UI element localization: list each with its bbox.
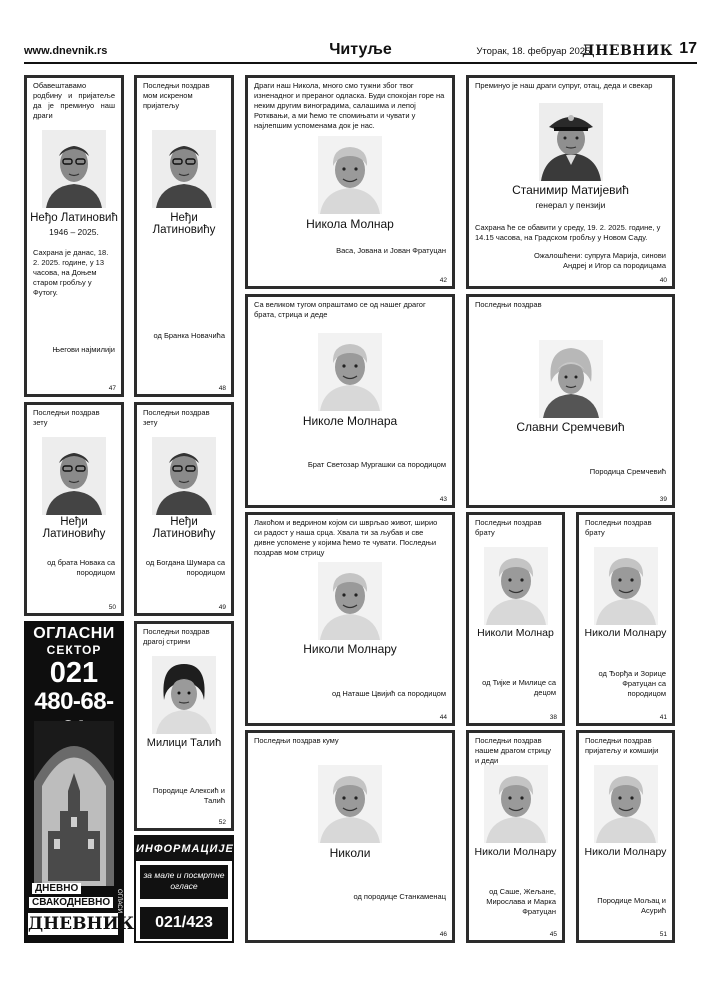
- obituary-notice: [134, 75, 234, 397]
- notice-signature: Његови најмилији: [52, 345, 115, 354]
- info-text: за мале и посмртне огласе: [140, 865, 228, 899]
- ad-line: СВАКОДНЕВНО: [29, 897, 113, 908]
- obituary-notice: [466, 730, 565, 943]
- funeral-info: Сахрана ће се обавити у среду, 19. 2. 2025. године, у 14.15 часова, на Градском гробљу у Новом Саду.: [475, 223, 661, 242]
- notice-intro: Последњи поздрав: [475, 300, 542, 309]
- notice-intro: Са великом тугом опраштамо се од нашег драгог брата, стрица и деде: [254, 300, 426, 319]
- notice-intro: Последњи поздрав мом искреном пријатељу: [143, 81, 210, 110]
- obituary-notice: [245, 512, 455, 726]
- notice-intro: Драги наш Никола, много смо тужни због твог изненадног и прераног одласка. Буди спокојан горе на неким другим виноградима, салашима и лепој Ротквањи, а ми ћемо те спомињати и чувати у најлепшим успоменама док је нас.: [254, 81, 445, 130]
- portrait-photo: [152, 656, 216, 734]
- notice-intro: Последњи поздрав куму: [254, 736, 339, 745]
- deceased-name: Николи Молнар: [477, 627, 554, 639]
- obituary-notice: [576, 512, 675, 726]
- notice-signature: од Наташе Цвијић са породицом: [331, 689, 446, 698]
- notice-intro: Последњи поздрав зету: [33, 408, 100, 427]
- obituary-notice: [24, 402, 124, 616]
- notice-intro: Лакоћом и ведрином којом си шврљао живот, ширио си радост у наша срца. Хвала ти за љубав и све дивне успомене у којима ћемо те чувати. Последњи поздрав мом стрицу: [254, 518, 438, 557]
- notice-number: 45: [549, 931, 557, 938]
- obituary-notice: [24, 75, 124, 397]
- deceased-name: Николи: [329, 846, 371, 860]
- notice-intro: Последњи поздрав зету: [143, 408, 210, 427]
- issue-date: Уторак, 18. фебруар 2025.: [476, 46, 593, 57]
- ad-sector-banner[interactable]: [24, 621, 135, 943]
- portrait-photo: [152, 130, 216, 208]
- portrait-photo: [318, 562, 382, 640]
- notice-number: 51: [659, 931, 667, 938]
- page-header: [24, 40, 697, 64]
- obituary-notice: [576, 730, 675, 943]
- notice-number: 47: [108, 385, 116, 392]
- info-ad[interactable]: [134, 835, 234, 963]
- notice-signature: од Бранка Новачића: [153, 331, 225, 340]
- notice-signature: Ожалошћени: супруга Марија, синови Андреј и Игор са породицама: [533, 251, 666, 270]
- ad-phone-prefix: 021: [49, 657, 99, 689]
- notice-number: 40: [659, 277, 667, 284]
- notice-intro: Последњи поздрав драгој стрини: [143, 627, 210, 646]
- notice-number: 44: [439, 714, 447, 721]
- deceased-name: Никола Молнар: [306, 217, 394, 231]
- ad-line: ДНЕВНО: [32, 883, 81, 894]
- notice-number: 39: [659, 496, 667, 503]
- portrait-photo: [594, 547, 658, 625]
- notice-number: 41: [659, 714, 667, 721]
- newspaper-logo: ДНЕВНИК: [582, 43, 673, 59]
- notice-intro: Последњи поздрав нашем драгом стрицу и деди: [475, 736, 552, 765]
- ad-line: ОГЛАСНИ: [33, 625, 115, 642]
- notice-signature: од Саше, Жељане, Мирослава и Марка Фратуцан: [486, 887, 556, 916]
- portrait-photo: [318, 333, 382, 411]
- portrait-photo: [318, 765, 382, 843]
- notice-signature: од породице Станкаменац: [353, 892, 446, 901]
- obituary-notice: [245, 730, 455, 943]
- obituary-notice: [134, 621, 234, 831]
- notice-signature: Породица Сремчевић: [589, 467, 666, 476]
- portrait-photo: [539, 340, 603, 418]
- deceased-rank: генерал у пензији: [535, 200, 606, 210]
- notice-number: 50: [108, 604, 116, 611]
- portrait-photo: [42, 130, 106, 208]
- life-years: 1946 – 2025.: [49, 227, 99, 237]
- deceased-name: Неђи Латиновићу: [42, 516, 106, 540]
- notice-number: 49: [218, 604, 226, 611]
- notice-signature: Брат Светозар Мургашки са породицом: [307, 460, 446, 469]
- deceased-name: Николе Молнара: [302, 414, 398, 428]
- ad-logo: ДНЕВНИК: [28, 914, 135, 934]
- deceased-name: Неђо Латиновић: [30, 212, 118, 224]
- deceased-name: Неђи Латиновићу: [152, 212, 216, 236]
- ad-line: ОГЛАСИ: [116, 889, 122, 914]
- notice-intro: Преминуо је наш драги супруг, отац, деда и свекар: [475, 81, 653, 90]
- notice-number: 42: [439, 277, 447, 284]
- portrait-photo: [594, 765, 658, 843]
- site-url[interactable]: www.dnevnik.rs: [24, 45, 108, 57]
- obituary-notice: [245, 294, 455, 508]
- portrait-photo: [539, 103, 603, 181]
- notice-intro: Последњи поздрав пријатељу и комшији: [585, 736, 659, 755]
- notice-signature: од Ђорђа и Зорице Фратуцан са породицом: [598, 669, 666, 698]
- obituary-notice: [466, 294, 675, 508]
- deceased-name: Николи Молнару: [584, 846, 667, 858]
- notice-number: 43: [439, 496, 447, 503]
- notice-intro: Обавештавамо родбину и пријатеље да је преминуо наш драги: [33, 81, 115, 120]
- portrait-photo: [152, 437, 216, 515]
- notice-signature: од Богдана Шумара са породицом: [145, 558, 225, 577]
- deceased-name: Неђи Латиновићу: [152, 516, 216, 540]
- info-title: ИНФОРМАЦИЈЕ: [136, 837, 232, 861]
- deceased-name: Милици Талић: [146, 737, 222, 749]
- portrait-photo: [484, 765, 548, 843]
- portrait-photo: [318, 136, 382, 214]
- deceased-name: Николи Молнару: [303, 642, 397, 656]
- ad-phone-number: 480-68-: [34, 688, 114, 715]
- deceased-name: Николи Молнару: [584, 627, 667, 639]
- notice-number: 48: [218, 385, 226, 392]
- section-title: Читуље: [329, 41, 392, 58]
- portrait-photo: [42, 437, 106, 515]
- obituary-notice: [245, 75, 455, 289]
- notice-signature: Породице Алексић и Талић: [152, 786, 225, 805]
- deceased-name: Славни Сремчевић: [516, 420, 625, 434]
- notice-signature: Породице Мољац и Асурић: [597, 896, 666, 915]
- portrait-photo: [484, 547, 548, 625]
- obituary-notice: [134, 402, 234, 616]
- notice-intro: Последњи поздрав брату: [475, 518, 542, 537]
- notice-number: 38: [549, 714, 557, 721]
- deceased-name: Николи Молнару: [474, 846, 557, 858]
- deceased-name: Станимир Матијевић: [512, 183, 629, 197]
- notice-intro: Последњи поздрав брату: [585, 518, 652, 537]
- notice-signature: од Тијке и Милице са децом: [482, 678, 556, 697]
- notice-signature: од брата Новака са породицом: [47, 558, 115, 577]
- building-arch-illustration: [24, 721, 124, 886]
- obituary-notice: [466, 512, 565, 726]
- notice-number: 52: [218, 819, 226, 826]
- obituary-notice: [466, 75, 675, 289]
- notice-signature: Васа, Јована и Јован Фратуцан: [336, 246, 446, 255]
- page-number: 17: [679, 40, 697, 57]
- info-phone: 021/423 761: [140, 907, 228, 939]
- funeral-info: Сахрана је данас, 18. 2. 2025. године, у 13 часова, на Доњем старом гробљу у Футогу.: [33, 248, 109, 297]
- ad-line: СЕКТОР: [46, 643, 102, 657]
- notice-number: 46: [439, 931, 447, 938]
